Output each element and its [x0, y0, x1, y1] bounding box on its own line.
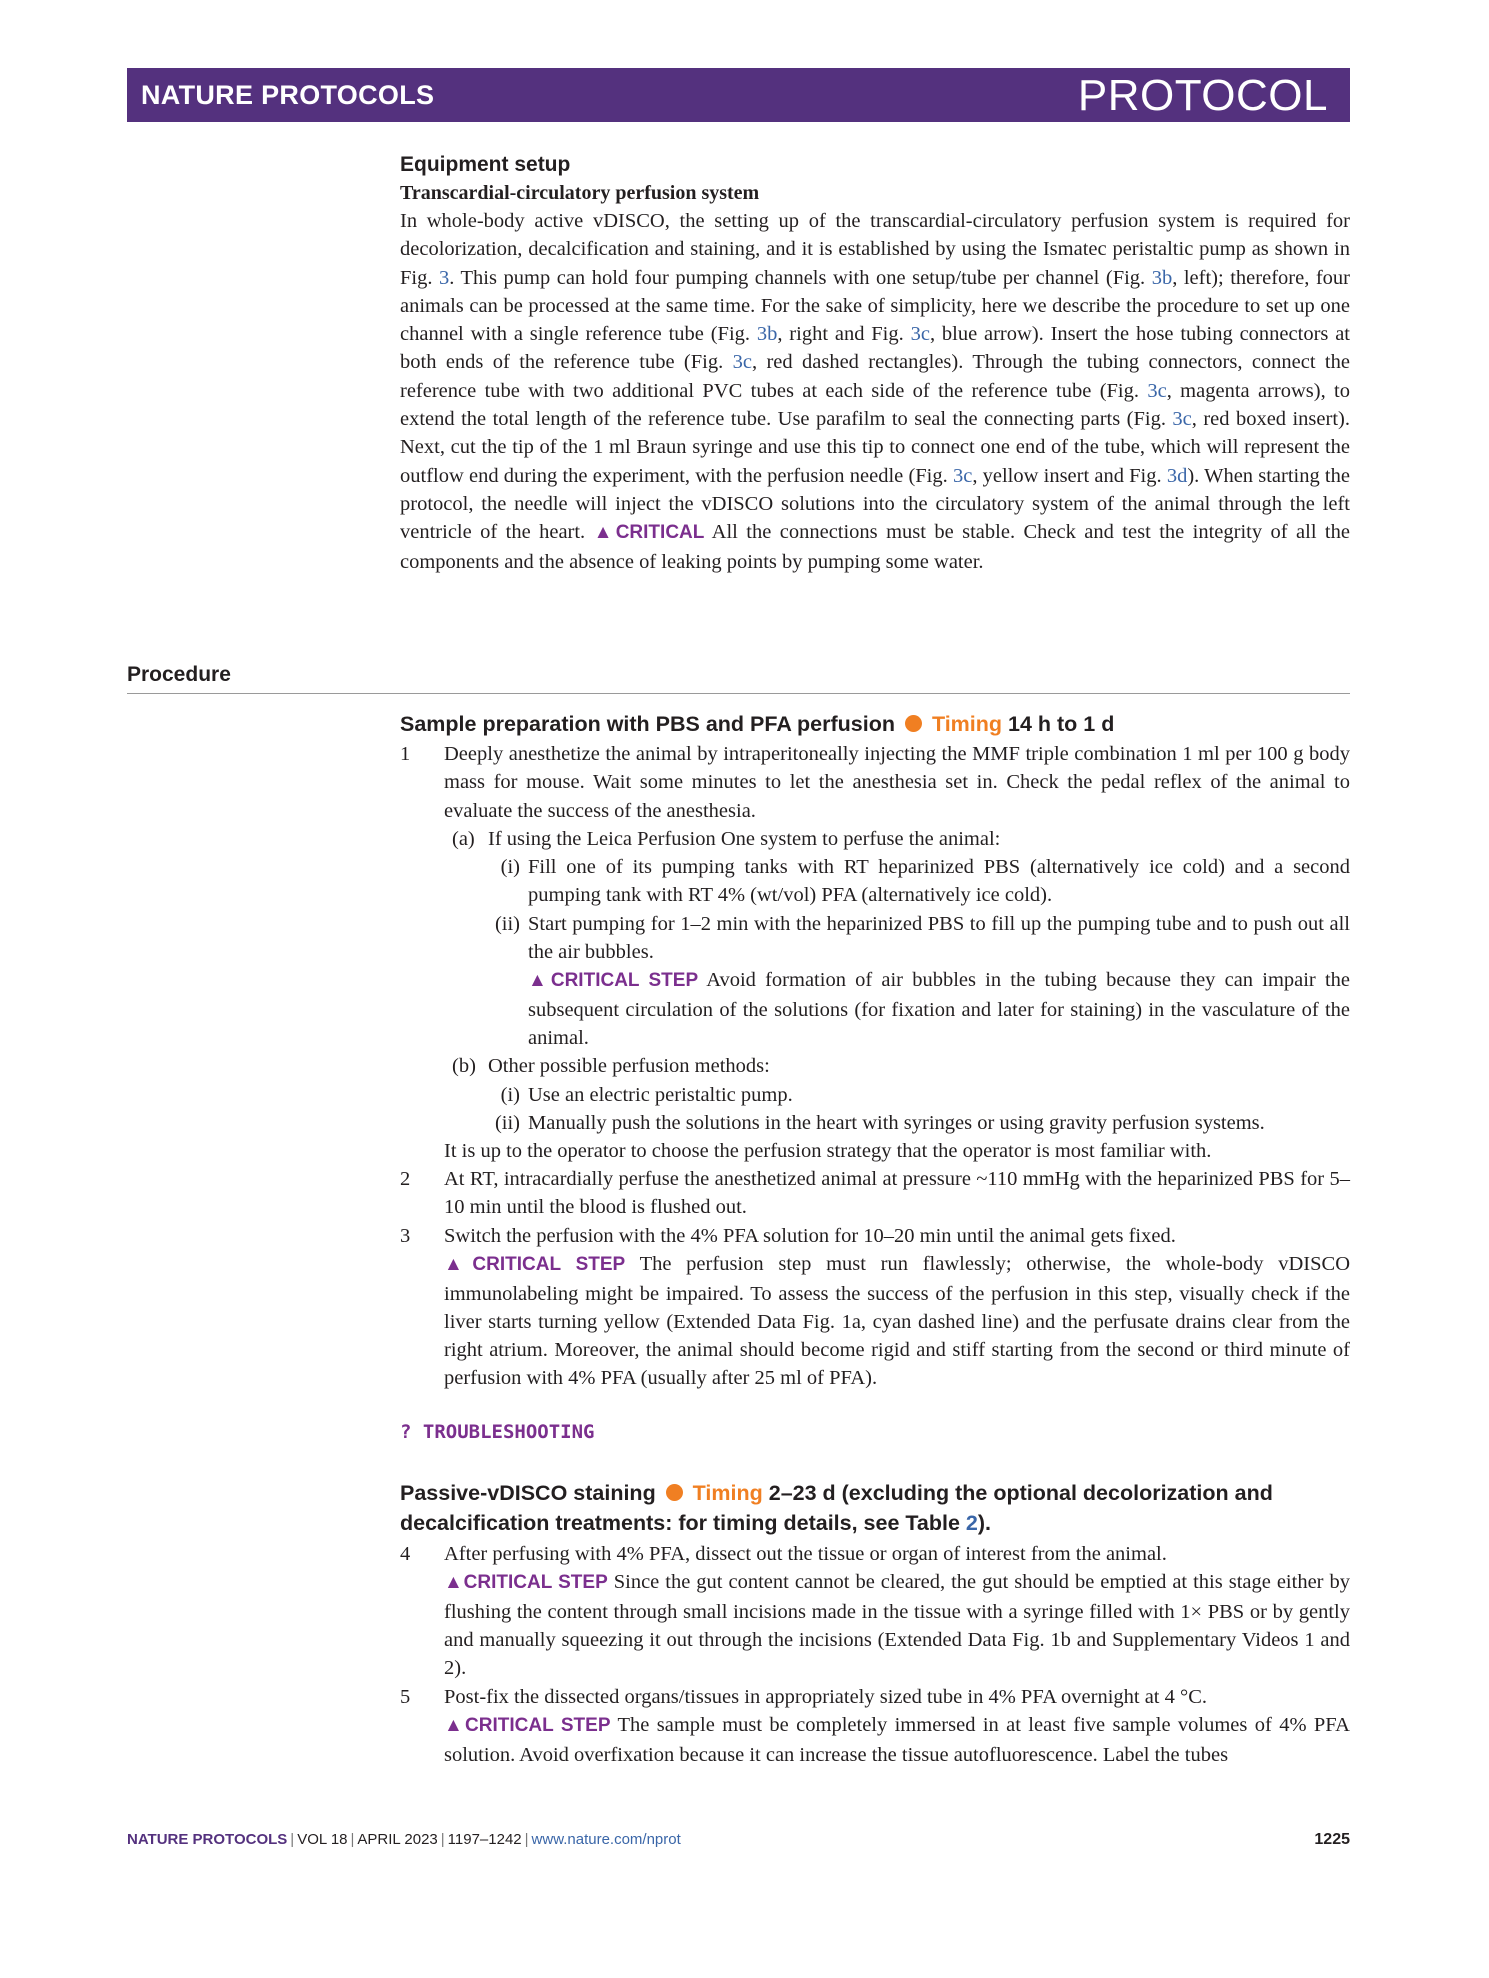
step-body [444, 1683, 1350, 1769]
text-run: , yellow insert and Fig. [972, 464, 1167, 487]
page-number: 1225 [1314, 1831, 1350, 1848]
figure-link[interactable]: 3b [1151, 266, 1173, 289]
critical-label: ▲CRITICAL [593, 522, 705, 544]
step-closing-text: It is up to the operator to choose the perfusion strategy that the operator is most familiar with. [444, 1140, 1212, 1163]
section-title-text: Passive-vDISCO staining [400, 1481, 656, 1505]
figure-link[interactable]: 3c [952, 464, 973, 487]
text-run: , magenta arrows), to extend the total length of the reference tube. Use parafilm to seal the connecting parts (Fig. [400, 379, 1350, 431]
procedure-step-2 [400, 1165, 1350, 1222]
critical-step-label: ▲CRITICAL STEP [444, 1715, 611, 1737]
step-number: 1 [400, 743, 411, 765]
text-run: , left); therefore, four animals can be processed at the same time. For the sake of simplicity, here we describe the procedure to set up one channel with a single reference tube (Fig. [400, 266, 1350, 346]
substep-b [452, 1052, 1350, 1080]
section-title-perfusion [400, 709, 1350, 739]
footer-separator: | [350, 1831, 355, 1848]
journal-header-banner [127, 68, 1350, 122]
substep-label: (ii) [494, 912, 520, 935]
footer-pages: 1197–1242 [447, 1831, 522, 1848]
procedure-step-5 [400, 1683, 1350, 1769]
step-number: 3 [400, 1225, 411, 1247]
equipment-setup-heading: Equipment setup [400, 153, 571, 176]
timing-value: 2–23 d (excluding the optional decolorization and decalcification treatments: for timing details, see Table [400, 1481, 1273, 1535]
perfusion-system-subheading: Transcardial-circulatory perfusion system [400, 182, 760, 204]
figure-link[interactable]: 3c [910, 323, 930, 346]
step-text: At RT, intracardially perfuse the anesthetized animal at pressure ~110 mmHg with the heparinized PBS for 5–10 min until the blood is flushed out. [444, 1168, 1350, 1219]
step-body [444, 1222, 1350, 1393]
step-text: Deeply anesthetize the animal by intraperitoneally injecting the MMF triple combination 1 ml per 100 g body mass for mouse. Wait some minutes to let the anesthesia set in. Check the pedal reflex of the animal to evaluate the success of the anesthesia. [444, 743, 1350, 822]
section-title-text: Sample preparation with PBS and PFA perfusion [400, 712, 895, 736]
substep-text: If using the Leica Perfusion One system to perfuse the animal: [488, 827, 1001, 850]
critical-step-text: The perfusion step must run flawlessly; otherwise, the whole-body vDISCO immunolabeling might be impaired. To assess the success of the perfusion in this step, visually check if the liver starts turning yellow (Extended Data Fig. 1a, cyan dashed line) and the perfusate drains clear from the right atrium. Moreover, the animal should become rigid and stiff starting from the second or third minute of perfusion with 4% PFA (usually after 25 ml of PFA). [444, 1253, 1351, 1390]
text-run: All the connections must be stable. Check and test the integrity of all the components and the absence of leaking points by pumping some water. [400, 521, 1350, 573]
substep-b-i [484, 1081, 1350, 1109]
critical-step-label: ▲CRITICAL STEP [444, 1572, 608, 1594]
step-number: 5 [400, 1686, 411, 1708]
timing-dot-icon [666, 1484, 683, 1501]
text-run: ). When starting the protocol, the needle will inject the vDISCO solutions into the circulatory system of the animal through the left ventricle of the heart. [400, 464, 1350, 544]
substep-label: (a) [452, 827, 475, 850]
figure-link[interactable]: 3c [1172, 408, 1192, 431]
substep-label: (i) [500, 1083, 520, 1106]
step-text: Post-fix the dissected organs/tissues in appropriately sized tube in 4% PFA overnight at 4 °C. [444, 1686, 1207, 1708]
footer-volume: VOL 18 [297, 1831, 348, 1848]
figure-link[interactable]: 3c [732, 351, 752, 374]
equipment-setup-paragraph [400, 207, 1350, 576]
procedure-step-4 [400, 1540, 1350, 1682]
substep-b-ii [484, 1109, 1350, 1137]
text-run: In whole-body active vDISCO, the setting up of the transcardial-circulatory perfusion system is required for decolorization, decalcification and staining, and it is established by using the Ismatec peristaltic pump as shown in Fig. [400, 210, 1350, 289]
footer-separator: | [440, 1831, 445, 1848]
timing-label: Timing [692, 1481, 763, 1505]
page-footer [127, 1831, 1350, 1848]
footer-separator: | [290, 1831, 295, 1848]
procedure-step-1 [400, 740, 1350, 1165]
critical-step-label: ▲CRITICAL STEP [444, 1254, 626, 1276]
step-body [444, 1540, 1350, 1682]
figure-link[interactable]: 3d [1166, 464, 1188, 487]
substep-label: (ii) [494, 1111, 520, 1134]
procedure-heading: Procedure [127, 663, 231, 686]
substep-a-ii [484, 910, 1350, 1052]
critical-step-text: Since the gut content cannot be cleared, the gut should be emptied at this stage either by flushing the content through small incisions made in the tissue with a syringe filled with 1× PBS or by gently and manually squeezing it out through the incisions (Extended Data Fig. 1b and Supplementary Videos 1 and 2). [444, 1571, 1350, 1680]
troubleshooting-link[interactable]: ? TROUBLESHOOTING [400, 1421, 595, 1443]
critical-step-label: ▲CRITICAL STEP [528, 970, 699, 992]
section-title-passive-vdisco [400, 1478, 1350, 1538]
footer-date: APRIL 2023 [357, 1831, 438, 1848]
substep-text: Manually push the solutions in the heart with syringes or using gravity perfusion systems. [528, 1111, 1265, 1134]
substep-label: (b) [452, 1055, 476, 1078]
critical-step-block [444, 1711, 1350, 1769]
substep-text: Start pumping for 1–2 min with the heparinized PBS to fill up the pumping tube and to push out all the air bubbles. [528, 912, 1350, 964]
step-number: 2 [400, 1168, 411, 1190]
critical-step-text: Avoid formation of air bubbles in the tubing because they can impair the subsequent circulation of the solutions (for fixation and later for staining) in the vasculature of the animal. [528, 969, 1350, 1049]
timing-dot-icon [905, 715, 922, 732]
text-run: , right and Fig. [777, 323, 911, 346]
substep-a-i [484, 853, 1350, 910]
text-run: , blue arrow). Insert the hose tubing connectors at both ends of the reference tube (Fig. [400, 323, 1350, 374]
timing-label: Timing [931, 712, 1003, 736]
critical-step-text: The sample must be completely immersed in at least five sample volumes of 4% PFA solution. Avoid overfixation because it can increase the tissue autofluorescence. Label the tubes [444, 1714, 1350, 1766]
table-link[interactable]: 2 [965, 1511, 978, 1535]
procedure-heading-rule [127, 663, 1350, 694]
article-type: PROTOCOL [1077, 71, 1328, 120]
procedure-step-3 [400, 1222, 1350, 1393]
footer-url-link[interactable]: www.nature.com/nprot [531, 1831, 681, 1848]
step-number: 4 [400, 1543, 411, 1565]
figure-link[interactable]: 3c [1147, 379, 1167, 402]
timing-end: ). [977, 1511, 992, 1535]
figure-link[interactable]: 3 [439, 266, 450, 289]
figure-link[interactable]: 3b [756, 323, 778, 346]
step-text: Switch the perfusion with the 4% PFA solution for 10–20 min until the animal gets fixed. [444, 1225, 1176, 1247]
substep-text: Use an electric peristaltic pump. [528, 1083, 793, 1106]
step-text: After perfusing with 4% PFA, dissect out the tissue or organ of interest from the animal. [444, 1543, 1167, 1565]
footer-journal: NATURE PROTOCOLS [127, 1831, 288, 1848]
critical-step-block [444, 1568, 1350, 1682]
substep-text: Fill one of its pumping tanks with RT heparinized PBS (alternatively ice cold) and a second pumping tank with RT 4% (wt/vol) PFA (alternatively ice cold). [528, 856, 1350, 907]
text-run: , red dashed rectangles). Through the tubing connectors, connect the reference tube with two additional PVC tubes at each side of the reference tube (Fig. [400, 351, 1350, 402]
critical-step-block [444, 1250, 1350, 1392]
substep-label: (i) [500, 856, 520, 879]
journal-name: NATURE PROTOCOLS [141, 80, 435, 110]
substep-text: Other possible perfusion methods: [488, 1055, 770, 1078]
substep-text-block [528, 910, 1350, 1052]
footer-separator: | [524, 1831, 529, 1848]
text-run: , red boxed insert). Next, cut the tip of the 1 ml Braun syringe and use this tip to connect one end of the tube, which will represent the outflow end during the experiment, with the perfusion needle (Fig. [400, 408, 1350, 487]
equipment-setup-section [400, 151, 1350, 576]
timing-value: 14 h to 1 d [1008, 712, 1115, 736]
substep-a [452, 825, 1350, 853]
text-run: . This pump can hold four pumping channels with one setup/tube per channel (Fig. [449, 266, 1152, 289]
